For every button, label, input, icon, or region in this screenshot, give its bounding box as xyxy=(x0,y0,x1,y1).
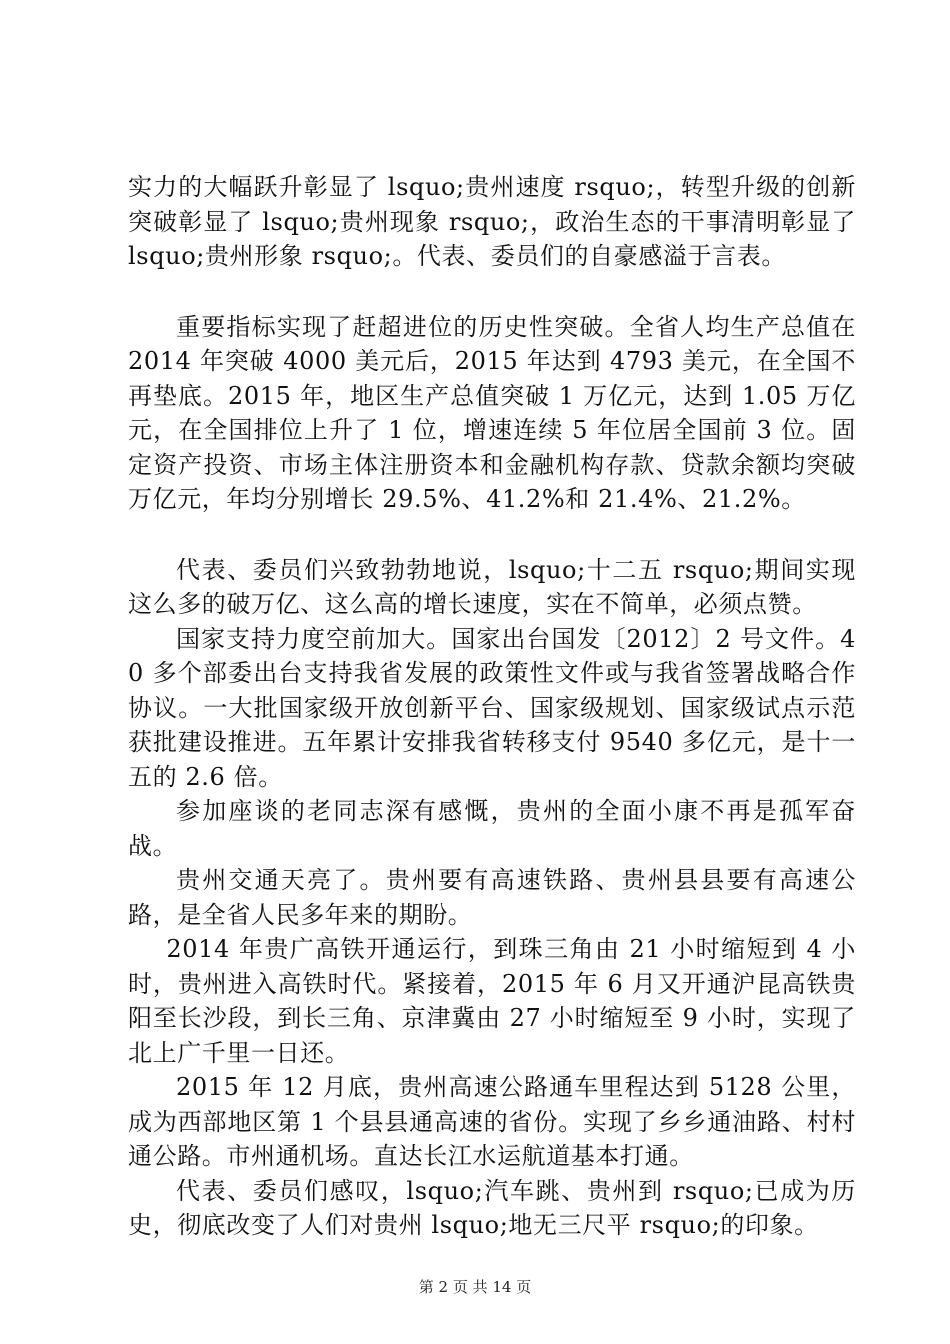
paragraph-2: 重要指标实现了赶超进位的历史性突破。全省人均生产总值在 2014 年突破 4000 美元后，2015 年达到 4793 美元，在全国不再垫底。2015 年，地区生产总值突破 1 万亿元，达到 1.05 万亿元，在全国排位上升了 1 位，增速连续 5 年位居全国前 3 位。固定资产投资、市场主体注册资本和金融机构存款、贷款余额均突破万亿元，年均分别增长 29.5%、41.2%和 21.4%、21.2%。 xyxy=(128,312,865,513)
paragraph-3: 代表、委员们兴致勃勃地说，lsquo;十二五 rsquo;期间实现这么多的破万亿、这么高的增长速度，实在不简单，必须点赞。 xyxy=(128,555,856,618)
paragraph-6: 贵州交通天亮了。贵州要有高速铁路、贵州县县要有高速公路，是全省人民多年来的期盼。 xyxy=(128,866,856,929)
paragraph-4: 国家支持力度空前加大。国家出台国发〔2012〕2 号文件。40 多个部委出台支持我省发展的政策性文件或与我省签署战略合作协议。一大批国家级开放创新平台、国家级规划、国家级试点示范获批建设推进。五年累计安排我省转移支付 9540 多亿元，是十一五的 2.6 倍。 xyxy=(128,624,856,791)
paragraph-9: 代表、委员们感叹，lsquo;汽车跳、贵州到 rsquo;已成为历史，彻底改变了人们对贵州 lsquo;地无三尺平 rsquo;的印象。 xyxy=(128,1176,856,1239)
paragraph-8: 2015 年 12 月底，贵州高速公路通车里程达到 5128 公里，成为西部地区第 1 个县县通高速的省份。实现了乡乡通油路、村村通公路。市州通机场。直达长江水运航道基本打通。 xyxy=(128,1073,856,1170)
paragraph-1: 实力的大幅跃升彰显了 lsquo;贵州速度 rsquo;，转型升级的创新突破彰显了 lsquo;贵州现象 rsquo;，政治生态的干事清明彰显了 lsquo;贵州形象 rsquo;。代表、委员们的自豪感溢于言表。 xyxy=(128,173,865,270)
document-body xyxy=(128,170,865,1243)
paragraph-5: 参加座谈的老同志深有感慨，贵州的全面小康不再是孤军奋战。 xyxy=(128,797,856,860)
paragraph-7: 2014 年贵广高铁开通运行，到珠三角由 21 小时缩短到 4 小时，贵州进入高铁时代。紧接着，2015 年 6 月又开通沪昆高铁贵阳至长沙段，到长三角、京津冀由 27 小时缩短至 9 小时，实现了北上广千里一日还。 xyxy=(128,935,856,1067)
page-footer: 第 2 页 共 14 页 xyxy=(418,1278,532,1296)
